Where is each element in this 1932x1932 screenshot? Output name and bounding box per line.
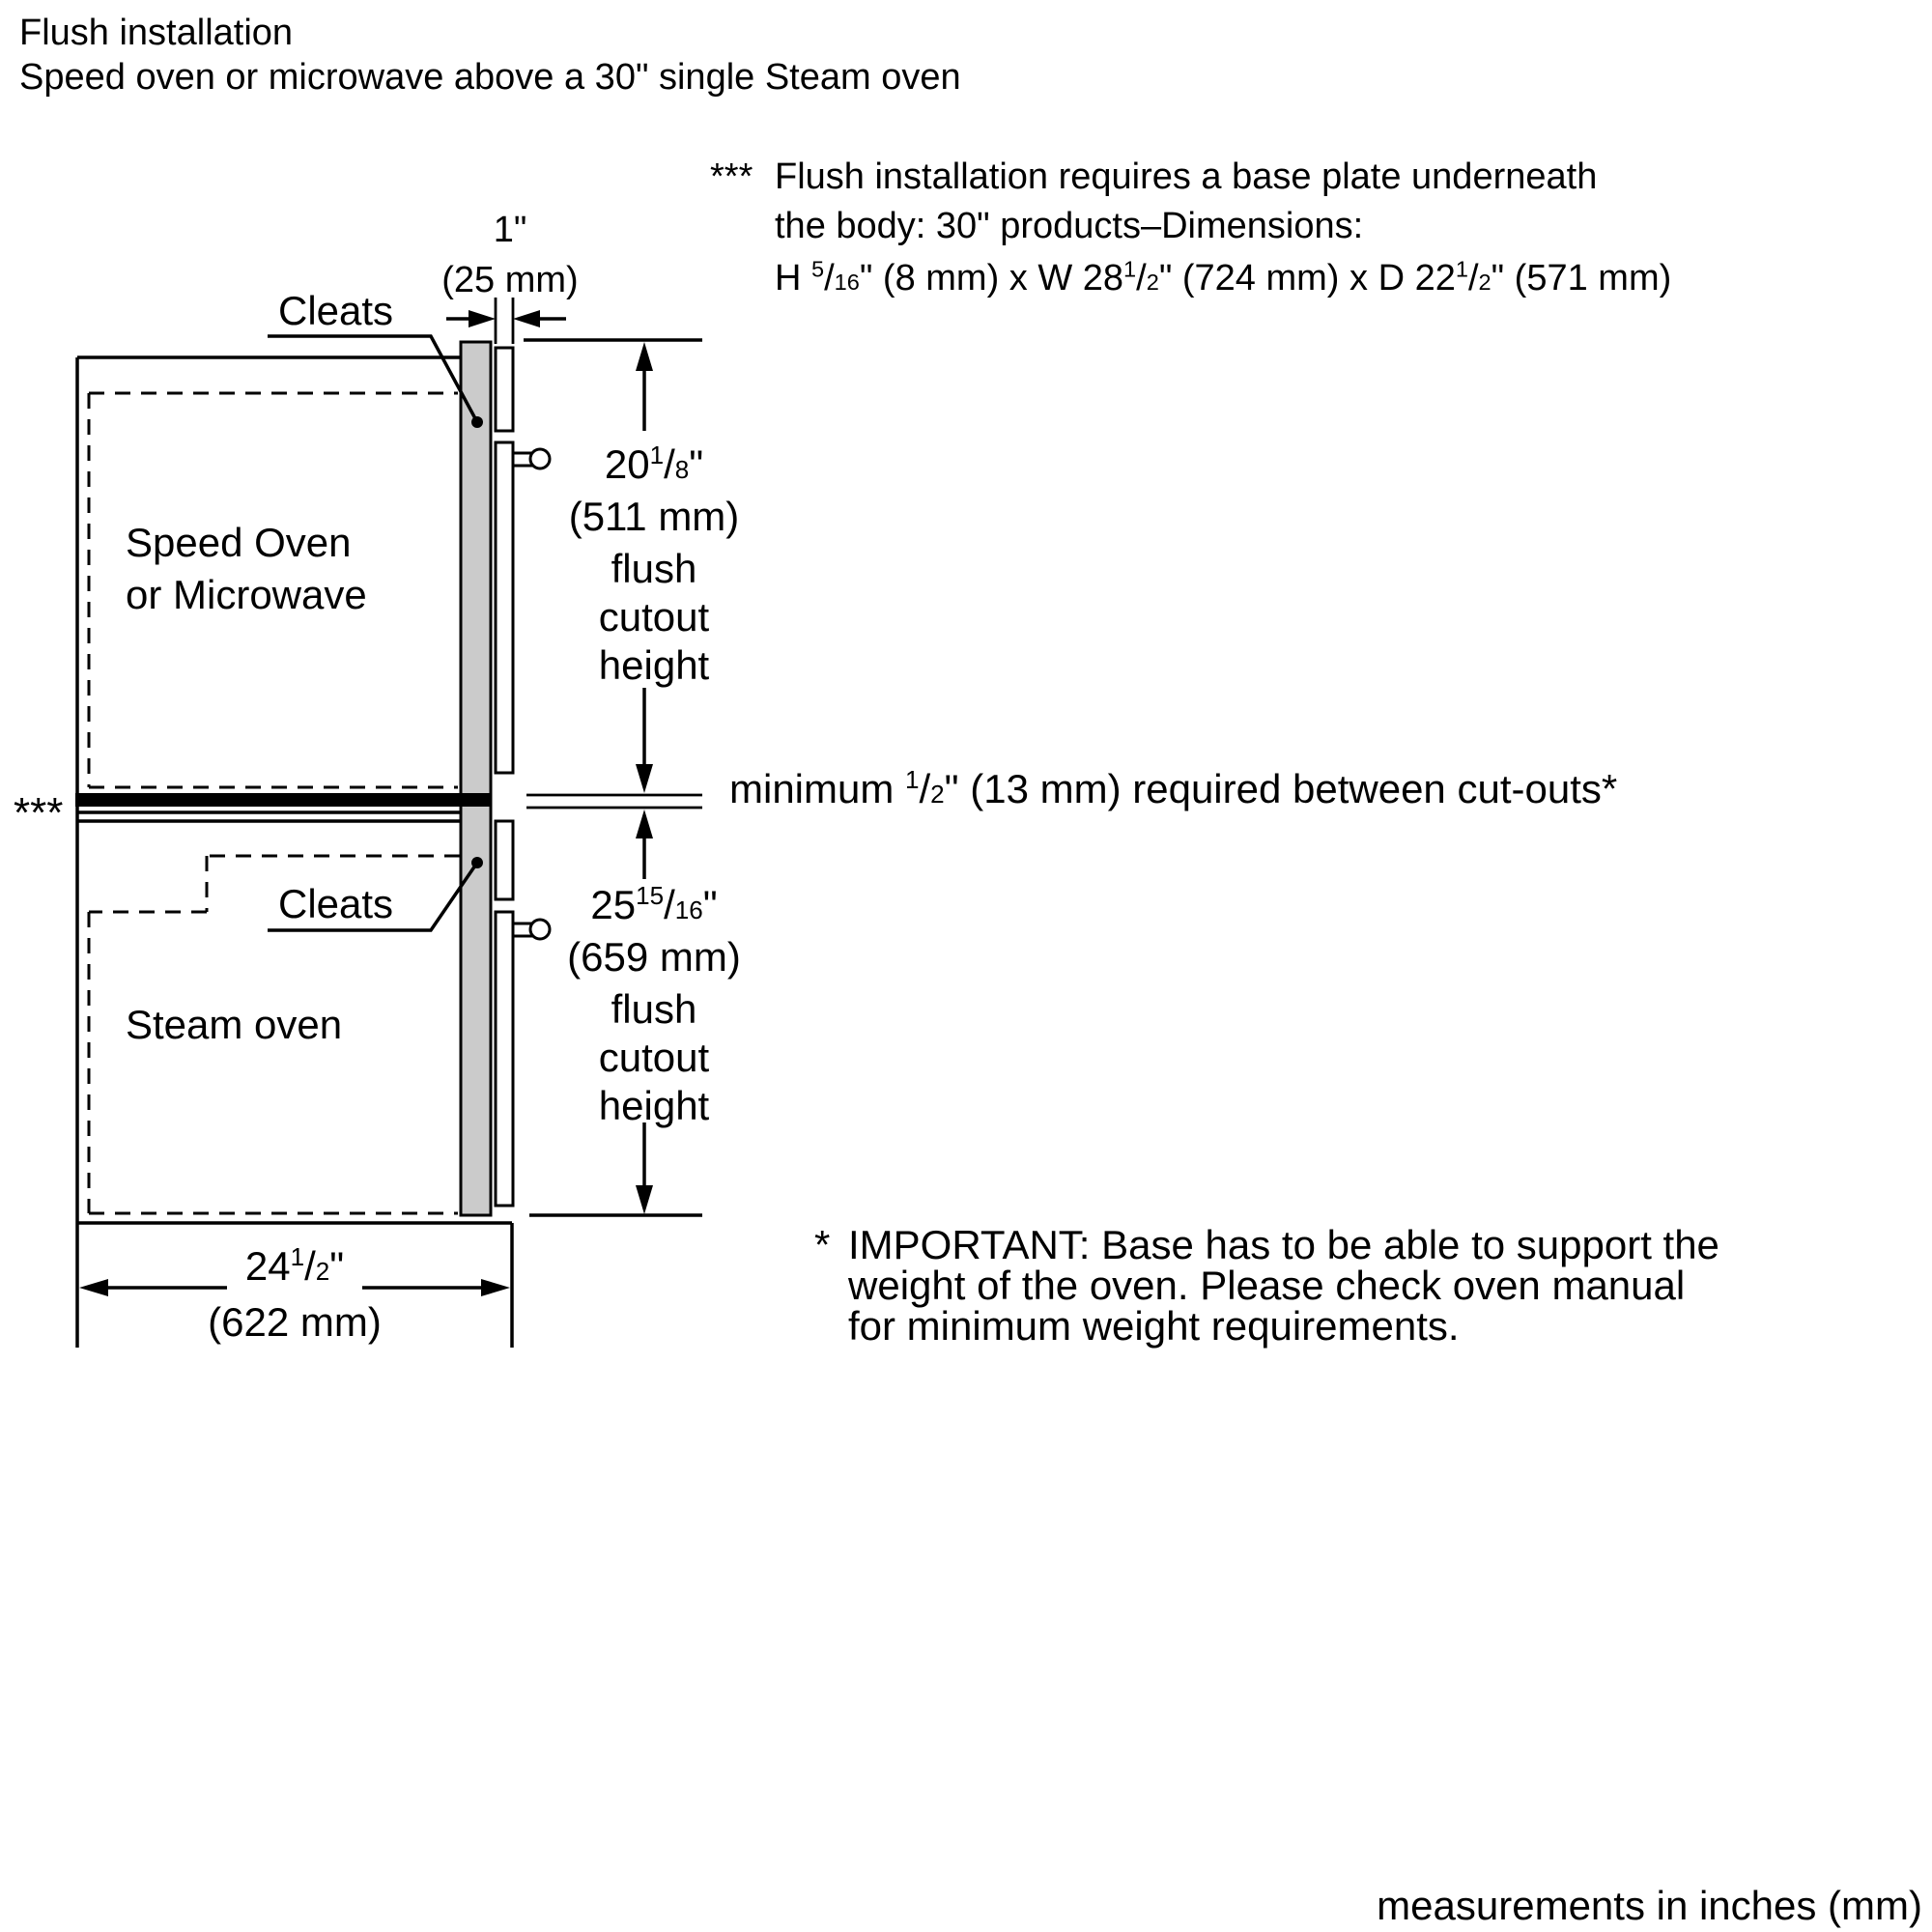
cleat-screw-head [530, 920, 550, 939]
upper-cutout-mm: (511 mm) [568, 494, 740, 539]
steam-oven-label: Steam oven [126, 1002, 343, 1047]
lower-cleats [496, 821, 550, 1206]
important-note-line1: IMPORTANT: Base has to be able to support the [848, 1222, 1719, 1267]
page-title-line1: Flush installation [19, 13, 294, 53]
inch-mark: " [689, 441, 704, 487]
arrowhead-up-icon [636, 342, 653, 371]
lower-cutout-desc2: cutout [598, 1035, 710, 1080]
speed-oven-label-line2: or Microwave [126, 572, 367, 617]
cleats-top-label: Cleats [278, 288, 394, 333]
min-gap-note [729, 765, 1617, 813]
important-note-marker: * [814, 1222, 831, 1267]
cleat-strip [496, 912, 513, 1206]
fraction-slash: / [1136, 258, 1147, 298]
page-title-line2: Speed oven or microwave above a 30" single Steam oven [19, 57, 961, 98]
important-note-line3: for minimum weight requirements. [848, 1303, 1460, 1349]
lower-cutout-inches [557, 881, 751, 929]
arrowhead-up-icon [636, 810, 653, 838]
units-footnote: measurements in inches (mm) [1377, 1883, 1922, 1928]
cleat-strip [496, 348, 513, 431]
cabinet-depth-mm: (622 mm) [208, 1299, 382, 1345]
inch-mark: " [329, 1243, 345, 1289]
fraction-slash: / [919, 766, 931, 811]
dim-h-label: H [775, 258, 811, 298]
lower-cutout-mm: (659 mm) [567, 934, 741, 980]
cleat-strip [496, 821, 513, 899]
upper-cutout-desc3: height [598, 642, 710, 688]
cleat-thickness-dimension [446, 298, 566, 344]
numerator: 15 [636, 881, 665, 910]
denominator: 8 [674, 455, 690, 484]
dim-w-denominator: 2 [1146, 270, 1159, 295]
inch-mark: " [702, 882, 718, 927]
base-plate-note-marker: *** [710, 156, 753, 197]
upper-cutout-inches [557, 440, 751, 489]
numerator: 1 [905, 765, 920, 794]
min-gap-indicator [526, 795, 702, 808]
speed-oven-label-line1: Speed Oven [126, 520, 352, 565]
cabinet-depth-inches [198, 1242, 391, 1291]
fraction-slash: / [304, 1243, 316, 1289]
numerator: 1 [649, 440, 665, 469]
fraction-slash: / [824, 258, 835, 298]
arrowhead-down-icon [636, 764, 653, 793]
cabinet-outline [77, 357, 512, 1348]
base-plate-note-line2: the body: 30" products–Dimensions: [775, 206, 1364, 246]
min-gap-post: " (13 mm) required between cut-outs* [944, 766, 1618, 811]
upper-cutout-desc2: cutout [598, 594, 710, 639]
arrowhead-left-icon [513, 310, 540, 327]
dim-w-segment: " (8 mm) x W 28 [859, 258, 1124, 298]
min-gap-pre: minimum [729, 766, 906, 811]
base-plate-note-dimensions [775, 257, 1671, 300]
front-filler-strip [461, 342, 491, 1215]
dim-h-numerator: 5 [811, 256, 825, 282]
arrowhead-right-icon [469, 310, 496, 327]
cleats-bottom-label: Cleats [278, 881, 394, 926]
denominator: 16 [674, 895, 703, 924]
whole-number: 25 [590, 882, 637, 927]
base-plate-note-line1: Flush installation requires a base plate underneath [775, 156, 1598, 197]
lower-cutout-desc3: height [598, 1083, 710, 1128]
lower-cutout-desc1: flush [611, 986, 697, 1032]
leader-line [268, 336, 477, 422]
dim-d-segment: " (724 mm) x D 22 [1158, 258, 1456, 298]
whole-number: 20 [604, 441, 650, 487]
upper-cleats [496, 348, 550, 773]
dim-d-denominator: 2 [1478, 270, 1492, 295]
dim-end-segment: " (571 mm) [1491, 258, 1672, 298]
cleat-thickness-inches: 1" [493, 210, 527, 250]
upper-cutout-desc1: flush [611, 546, 697, 591]
dim-w-numerator: 1 [1123, 256, 1137, 282]
dim-h-denominator: 16 [834, 270, 860, 295]
dim-d-numerator: 1 [1455, 256, 1468, 282]
arrowhead-left-icon [79, 1279, 108, 1296]
whole-number: 24 [244, 1243, 291, 1289]
base-plate-bar [75, 793, 491, 807]
fraction-slash: / [1467, 258, 1479, 298]
cleat-thickness-mm: (25 mm) [441, 260, 579, 300]
base-plate-asterisks: *** [14, 789, 64, 837]
fraction-slash: / [664, 882, 675, 927]
cleats-top-leader [268, 336, 483, 428]
arrowhead-right-icon [481, 1279, 510, 1296]
fraction-slash: / [664, 441, 675, 487]
leader-dot [471, 416, 483, 428]
important-note-line2: weight of the oven. Please check oven manual [848, 1263, 1686, 1308]
arrowhead-down-icon [636, 1185, 653, 1214]
denominator: 2 [930, 780, 945, 809]
denominator: 2 [315, 1257, 330, 1286]
cleat-strip [496, 442, 513, 773]
cleat-screw-head [530, 449, 550, 469]
leader-dot [471, 857, 483, 868]
numerator: 1 [290, 1242, 305, 1271]
